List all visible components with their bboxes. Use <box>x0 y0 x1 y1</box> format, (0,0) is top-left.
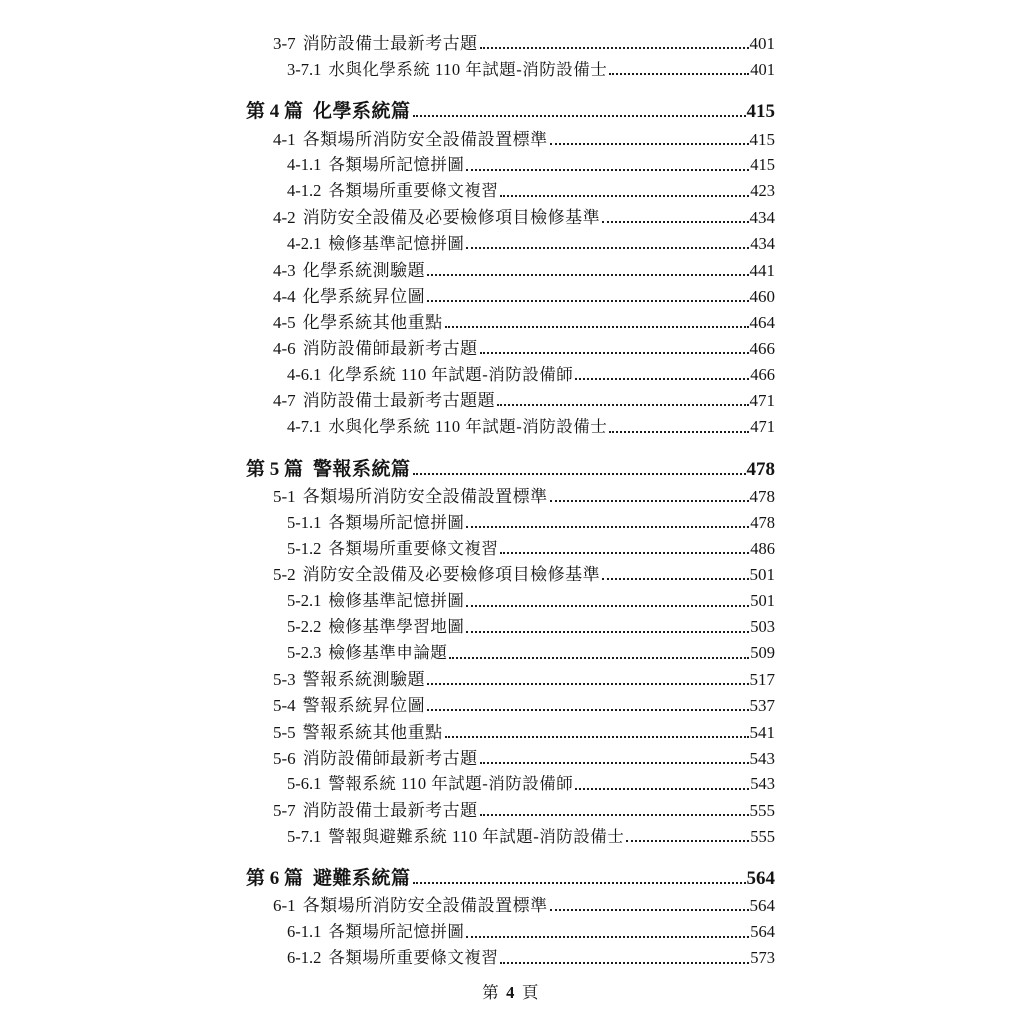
toc-entry-title: 化學系統 110 年試題-消防設備師 <box>328 364 574 384</box>
toc-entry-title: 檢修基準記憶拼圖 <box>328 233 465 253</box>
toc-entry-title: 各類場所重要條文複習 <box>328 538 499 558</box>
toc-entry-title: 消防設備士最新考古題題 <box>302 391 496 411</box>
toc-entry-page-number: 517 <box>749 670 775 690</box>
toc-entry-row <box>246 200 775 226</box>
toc-entry-row <box>246 148 775 174</box>
toc-chapter-row <box>246 92 775 121</box>
toc-entry-page-number: 486 <box>750 538 775 558</box>
toc-entry-page-number: 478 <box>750 512 775 532</box>
dot-leader <box>609 431 749 433</box>
toc-entry-row <box>246 610 775 636</box>
toc-entry-page-number: 434 <box>750 233 775 253</box>
toc-entry-row <box>246 688 775 714</box>
toc-entry-page-number: 543 <box>750 774 775 794</box>
toc-chapter-title: 警報系統篇 <box>313 458 411 480</box>
dot-leader <box>480 762 749 764</box>
toc-entry-title: 水與化學系統 110 年試題-消防設備士 <box>328 59 608 79</box>
toc-entry-number: 4-6.1 <box>287 364 322 384</box>
toc-entry-row <box>246 331 775 357</box>
dot-leader <box>575 788 749 790</box>
toc-entry-number: 5-6 <box>273 748 296 768</box>
toc-entry-number: 6-1.1 <box>287 922 322 942</box>
toc-entry-page-number: 541 <box>749 722 775 742</box>
toc-entry-page-number: 573 <box>750 948 775 968</box>
dot-leader <box>550 143 749 145</box>
toc-entry-number: 4-4 <box>273 286 296 306</box>
toc-entry-row <box>246 305 775 331</box>
toc-entry-row <box>246 505 775 531</box>
toc-entry-title: 各類場所重要條文複習 <box>328 948 499 968</box>
toc-entry-page-number: 415 <box>749 129 775 149</box>
toc-entry-page-number: 564 <box>750 922 775 942</box>
toc-entry-title: 各類場所記憶拼圖 <box>328 512 465 532</box>
toc-chapter-number: 第 5 篇 <box>246 458 304 480</box>
toc-entry-title: 各類場所消防安全設備設置標準 <box>302 896 548 916</box>
dot-leader <box>466 169 749 171</box>
toc-entry-page-number: 471 <box>749 391 775 411</box>
toc-entry-page-number: 564 <box>746 868 775 890</box>
toc-entry-page-number: 555 <box>749 801 775 821</box>
toc-entry-row <box>246 26 775 52</box>
toc-entry-page-number: 434 <box>749 208 775 228</box>
toc-entry-row <box>246 819 775 845</box>
toc-entry-title: 消防設備士最新考古題 <box>302 801 478 821</box>
toc-entry-row <box>246 557 775 583</box>
toc-entry-row <box>246 174 775 200</box>
dot-leader <box>500 552 749 554</box>
toc-entry-number: 4-1 <box>273 129 296 149</box>
toc-entry-page-number: 423 <box>750 181 775 201</box>
toc-entry-number: 5-5 <box>273 722 296 742</box>
toc-entry-title: 化學系統昇位圖 <box>302 286 426 306</box>
footer-page-number: 4 <box>506 983 515 1002</box>
toc-entry-title: 消防設備師最新考古題 <box>302 748 478 768</box>
dot-leader <box>500 195 749 197</box>
toc-entry-title: 各類場所記憶拼圖 <box>328 155 465 175</box>
toc-entry-number: 6-1.2 <box>287 948 322 968</box>
toc-entry-row <box>246 914 775 940</box>
toc-entry-row <box>246 252 775 278</box>
toc-entry-title: 化學系統測驗題 <box>302 260 426 280</box>
toc-entry-title: 消防設備士最新考古題 <box>302 34 478 54</box>
toc-chapter-title: 化學系統篇 <box>313 101 411 123</box>
toc-entry-title: 化學系統其他重點 <box>302 312 443 332</box>
dot-leader <box>466 605 749 607</box>
toc-entry-title: 消防安全設備及必要檢修項目檢修基準 <box>302 565 601 585</box>
toc-entry-title: 檢修基準記憶拼圖 <box>328 591 465 611</box>
toc-entry-title: 各類場所重要條文複習 <box>328 181 499 201</box>
dot-leader <box>609 73 749 75</box>
toc-entry-number: 5-1.1 <box>287 512 322 532</box>
toc-entry-row <box>246 409 775 435</box>
toc-chapter-row <box>246 450 775 479</box>
dot-leader <box>500 962 749 964</box>
dot-leader <box>626 840 749 842</box>
toc-entry-row <box>246 357 775 383</box>
toc-entry-number: 3-7.1 <box>287 59 322 79</box>
toc-entry-row <box>246 741 775 767</box>
dot-leader <box>427 683 748 685</box>
toc-entry-title: 檢修基準學習地圖 <box>328 617 465 637</box>
toc-entry-number: 5-7 <box>273 801 296 821</box>
toc-entry-row <box>246 226 775 252</box>
toc-entry-title: 消防安全設備及必要檢修項目檢修基準 <box>302 208 601 228</box>
toc-entry-title: 各類場所記憶拼圖 <box>328 922 465 942</box>
toc-entry-page-number: 401 <box>749 34 775 54</box>
toc-entry-number: 4-7 <box>273 391 296 411</box>
toc-entry-row <box>246 793 775 819</box>
toc-chapter-number: 第 4 篇 <box>246 101 304 123</box>
toc-chapter-title: 避難系統篇 <box>313 868 411 890</box>
dot-leader <box>497 404 748 406</box>
toc-chapter-number: 第 6 篇 <box>246 868 304 890</box>
footer-prefix: 第 <box>482 983 500 1002</box>
toc-entry-row <box>246 121 775 147</box>
dot-leader <box>575 378 749 380</box>
dot-leader <box>445 326 749 328</box>
dot-leader <box>413 882 746 884</box>
toc-entry-number: 6-1 <box>273 896 296 916</box>
toc-entry-page-number: 466 <box>750 364 775 384</box>
toc-entry-number: 5-6.1 <box>287 774 322 794</box>
toc-entry-number: 5-3 <box>273 670 296 690</box>
toc-entry-number: 4-2.1 <box>287 233 322 253</box>
toc-entry-row <box>246 767 775 793</box>
dot-leader <box>413 473 746 475</box>
dot-leader <box>445 736 749 738</box>
toc-entry-number: 5-1.2 <box>287 538 322 558</box>
toc-entry-row <box>246 279 775 305</box>
toc-entry-number: 4-1.2 <box>287 181 322 201</box>
dot-leader <box>480 352 749 354</box>
toc-entry-page-number: 464 <box>749 312 775 332</box>
toc-entry-title: 檢修基準申論題 <box>328 643 448 663</box>
toc-entry-row <box>246 383 775 409</box>
toc-entry-title: 各類場所消防安全設備設置標準 <box>302 486 548 506</box>
toc-entry-row <box>246 583 775 609</box>
dot-leader <box>480 47 749 49</box>
toc-entry-row <box>246 888 775 914</box>
toc-entry-page-number: 441 <box>749 260 775 280</box>
toc-entry-row <box>246 52 775 78</box>
dot-leader <box>602 578 748 580</box>
toc-entry-page-number: 501 <box>749 565 775 585</box>
toc-entry-title: 警報系統昇位圖 <box>302 696 426 716</box>
toc-entry-page-number: 460 <box>749 286 775 306</box>
toc-entry-title: 警報系統其他重點 <box>302 722 443 742</box>
dot-leader <box>466 631 749 633</box>
dot-leader <box>413 115 746 117</box>
toc-entry-row <box>246 941 775 967</box>
toc-entry-number: 4-2 <box>273 208 296 228</box>
toc-entry-row <box>246 531 775 557</box>
dot-leader <box>466 526 749 528</box>
toc-entry-page-number: 543 <box>749 748 775 768</box>
toc-entry-page-number: 503 <box>750 617 775 637</box>
toc-entry-page-number: 564 <box>749 896 775 916</box>
toc-entry-page-number: 401 <box>750 59 775 79</box>
toc-entry-title: 警報與避難系統 110 年試題-消防設備士 <box>328 826 625 846</box>
toc-entry-page-number: 478 <box>749 486 775 506</box>
toc-entry-title: 警報系統 110 年試題-消防設備師 <box>328 774 574 794</box>
toc-entry-number: 5-2.1 <box>287 591 322 611</box>
toc-entry-number: 5-2 <box>273 565 296 585</box>
toc-entry-page-number: 466 <box>749 339 775 359</box>
footer-suffix: 頁 <box>521 983 539 1002</box>
dot-leader <box>449 657 749 659</box>
toc-chapter-row <box>246 859 775 888</box>
dot-leader <box>427 274 748 276</box>
toc-entry-page-number: 509 <box>750 643 775 663</box>
toc-entry-title: 各類場所消防安全設備設置標準 <box>302 129 548 149</box>
toc-entry-number: 5-4 <box>273 696 296 716</box>
toc-entry-row <box>246 636 775 662</box>
dot-leader <box>427 300 748 302</box>
toc-entry-number: 4-7.1 <box>287 417 322 437</box>
toc-entry-number: 4-1.1 <box>287 155 322 175</box>
toc-entry-number: 5-2.3 <box>287 643 322 663</box>
dot-leader <box>550 909 749 911</box>
toc-entry-page-number: 471 <box>750 417 775 437</box>
toc-entry-title: 水與化學系統 110 年試題-消防設備士 <box>328 417 608 437</box>
dot-leader <box>602 221 748 223</box>
toc-entry-number: 5-1 <box>273 486 296 506</box>
toc-entry-page-number: 537 <box>749 696 775 716</box>
toc-entry-page-number: 501 <box>750 591 775 611</box>
dot-leader <box>480 814 749 816</box>
toc-list <box>246 26 775 967</box>
toc-entry-title: 警報系統測驗題 <box>302 670 426 690</box>
toc-entry-number: 4-5 <box>273 312 296 332</box>
dot-leader <box>550 500 749 502</box>
toc-entry-number: 5-7.1 <box>287 826 322 846</box>
page-footer <box>246 985 775 1002</box>
toc-entry-page-number: 415 <box>746 101 775 123</box>
toc-entry-number: 4-3 <box>273 260 296 280</box>
toc-entry-row <box>246 662 775 688</box>
toc-entry-page-number: 478 <box>746 458 775 480</box>
dot-leader <box>466 936 749 938</box>
dot-leader <box>466 247 749 249</box>
toc-entry-title: 消防設備師最新考古題 <box>302 339 478 359</box>
toc-entry-number: 3-7 <box>273 34 296 54</box>
dot-leader <box>427 709 748 711</box>
toc-entry-row <box>246 479 775 505</box>
toc-entry-number: 4-6 <box>273 339 296 359</box>
toc-entry-number: 5-2.2 <box>287 617 322 637</box>
toc-entry-row <box>246 714 775 740</box>
toc-entry-page-number: 555 <box>750 826 775 846</box>
toc-entry-page-number: 415 <box>750 155 775 175</box>
